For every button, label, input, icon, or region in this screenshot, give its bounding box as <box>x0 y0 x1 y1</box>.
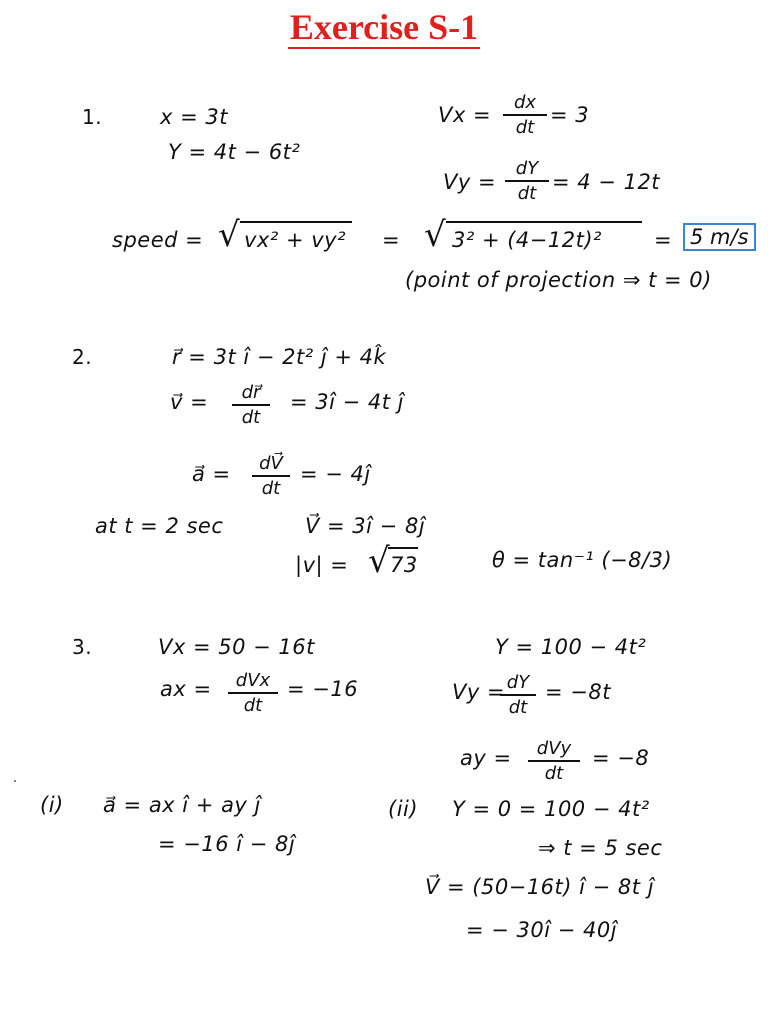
q3-ax-lhs: ax = <box>160 677 212 701</box>
q3-time-result: ⇒ t = 5 sec <box>538 836 663 860</box>
q1-x-equation: x = 3t <box>160 105 228 129</box>
q3-ay-lhs: ay = <box>460 746 512 770</box>
sqrt-sign: √ <box>368 541 390 581</box>
page-title: Exercise S-1 <box>289 7 479 47</box>
q2-magnitude-lhs: |v| = <box>295 553 349 577</box>
question-3-number: 3. <box>72 635 93 659</box>
q2-magnitude-radicand: 73 <box>390 553 418 577</box>
q3-vy-lhs: Vy = <box>452 680 506 704</box>
q3-velocity-value: = − 30î − 40ĵ <box>466 918 618 942</box>
sqrt-bar <box>446 221 642 223</box>
q3-vy-derivative: $\frac{dY}{dt}$ <box>500 672 536 718</box>
q2-velocity-at-t: V⃗ = 3î − 8ĵ <box>305 514 426 538</box>
q1-vy-lhs: Vy = <box>443 170 497 194</box>
q3-vy-result: = −8t <box>545 680 611 704</box>
q2-a-lhs: a⃗ = <box>192 462 231 486</box>
q3-vx-equation: Vx = 50 − 16t <box>158 635 315 659</box>
q2-at-time: at t = 2 sec <box>95 514 224 538</box>
q1-y-equation: Y = 4t − 6t² <box>168 140 301 164</box>
q1-vy-result: = 4 − 12t <box>552 170 661 194</box>
q1-equals-2: = <box>654 228 673 252</box>
q2-theta: θ = tan⁻¹ (−8/3) <box>492 548 673 572</box>
q1-vx-result: = 3 <box>550 103 590 127</box>
q3-ax-derivative: dVx dt <box>228 670 278 716</box>
q2-v-derivative: $\frac{dr⃗}{dt}$ <box>232 382 270 428</box>
q2-r-equation: r⃗ = 3t î − 2t² ĵ + 4k̂ <box>172 345 387 369</box>
q1-vx-lhs: Vx = <box>438 103 492 127</box>
q3-acceleration-value: = −16 î − 8ĵ <box>158 832 296 856</box>
q1-vx-derivative: $\frac{dx}{dt}$ <box>503 92 547 138</box>
q3-velocity-vector: V⃗ = (50−16t) î − 8t ĵ <box>425 875 655 899</box>
q3-ay-derivative: dVy dt <box>528 738 580 784</box>
q1-speed-lhs: speed = <box>112 228 204 252</box>
q1-vy-derivative: $\frac{dY}{dt}$ <box>505 158 549 204</box>
q1-speed-radicand-2: 3² + (4−12t)² <box>452 228 602 252</box>
sqrt-sign: √ <box>218 215 240 255</box>
q2-v-lhs: v⃗ = <box>170 390 209 414</box>
q2-v-result: = 3î − 4t ĵ <box>290 390 405 414</box>
q2-a-result: = − 4ĵ <box>300 462 371 486</box>
q1-equals: = <box>382 228 401 252</box>
q3-acceleration-vector: a⃗ = ax î + ay ĵ <box>103 793 261 817</box>
q1-answer-box: 5 m/s <box>683 223 756 251</box>
q3-y-zero-equation: Y = 0 = 100 − 4t² <box>452 797 650 821</box>
q3-ay-result: = −8 <box>592 746 650 770</box>
sqrt-sign: √ <box>424 215 446 255</box>
q3-part-ii-label: (ii) <box>388 797 419 821</box>
q1-note: (point of projection ⇒ t = 0) <box>405 268 712 292</box>
stray-mark <box>14 780 16 782</box>
q3-ax-result: = −16 <box>287 677 359 701</box>
q3-part-i-label: (i) <box>40 793 64 817</box>
sqrt-bar <box>240 221 352 223</box>
sqrt-bar <box>388 547 418 549</box>
question-1-number: 1. <box>82 105 103 129</box>
q1-speed-radicand: vx² + vy² <box>244 228 346 252</box>
q3-y-equation: Y = 100 − 4t² <box>495 635 647 659</box>
q2-a-derivative: $\frac{dV⃗}{dt}$ <box>252 453 290 499</box>
question-2-number: 2. <box>72 345 93 369</box>
